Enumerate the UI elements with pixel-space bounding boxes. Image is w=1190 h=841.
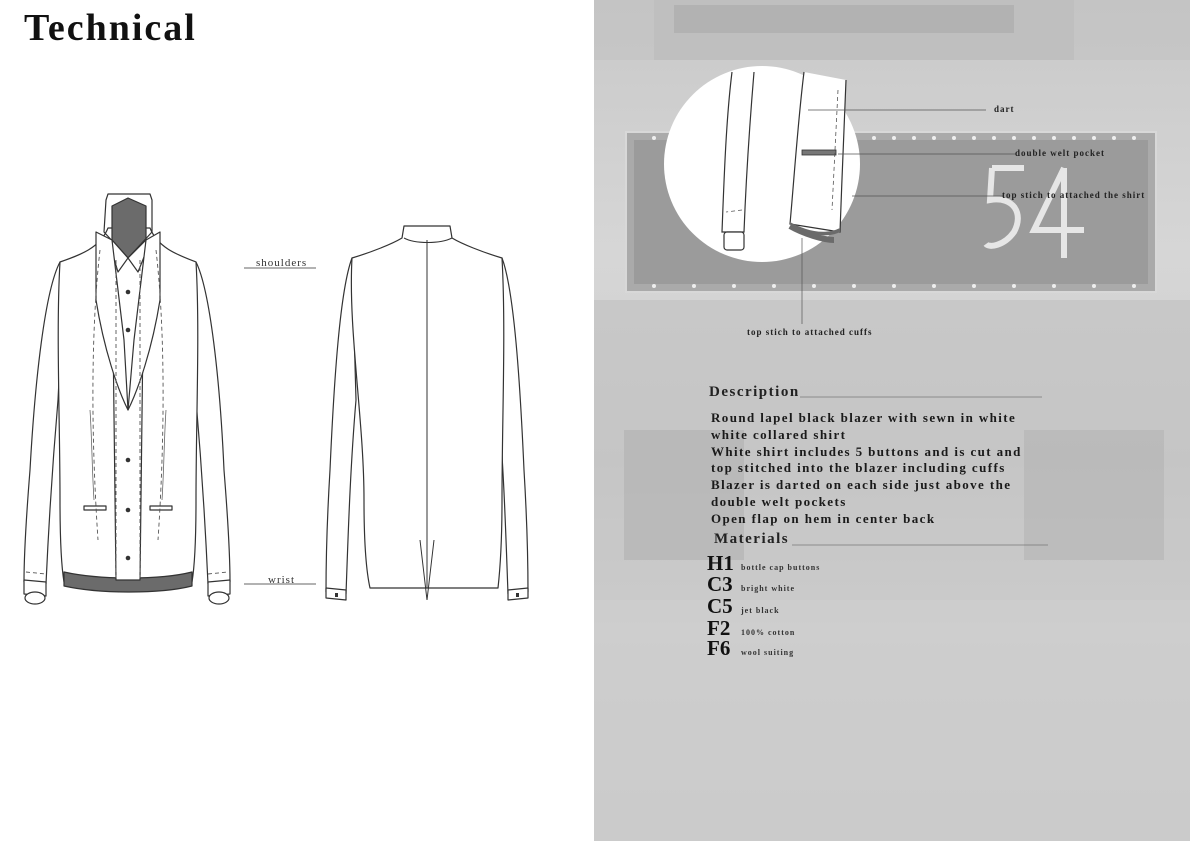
description-line: White shirt includes 5 buttons and is cut and — [711, 443, 1022, 459]
front-view-drawing — [0, 0, 594, 841]
description-text — [711, 410, 1022, 528]
description-line: Blazer is darted on each side just above the — [711, 477, 1012, 493]
dart-callout: dart — [994, 104, 1015, 114]
technical-page — [0, 0, 594, 841]
shoulders-label: shoulders — [256, 257, 308, 269]
material-code: F2 — [707, 616, 731, 640]
page-title: Technical — [24, 7, 197, 49]
double-welt-pocket-callout: double welt pocket — [1015, 148, 1105, 158]
description-heading: Description — [709, 384, 800, 400]
description-line: Open flap on hem in center back — [711, 510, 936, 526]
material-code: H1 — [707, 551, 734, 575]
materials-heading: Materials — [714, 531, 790, 547]
description-line: top stitched into the blazer including cuffs — [711, 460, 1006, 476]
cuffs-topstitch-callout: top stich to attached cuffs — [747, 327, 873, 337]
material-item — [707, 596, 780, 617]
wrist-label: wrist — [268, 574, 295, 586]
description-line: Round lapel black blazer with sewn in white — [711, 410, 1017, 425]
material-item — [707, 553, 820, 574]
material-name: bottle cap buttons — [741, 563, 821, 572]
material-name: wool suiting — [741, 648, 795, 657]
material-item — [707, 638, 794, 659]
material-name: bright white — [741, 584, 795, 593]
description-line: white collared shirt — [711, 426, 847, 442]
material-code: C3 — [707, 572, 733, 596]
description-line: double welt pockets — [711, 493, 847, 509]
material-code: F6 — [707, 636, 731, 660]
material-code: C5 — [707, 594, 733, 618]
shirt-topstitch-callout: top stich to attached the shirt — [1002, 190, 1146, 200]
material-name: 100% cotton — [741, 628, 796, 637]
material-name: jet black — [741, 606, 780, 615]
material-item — [707, 574, 795, 595]
